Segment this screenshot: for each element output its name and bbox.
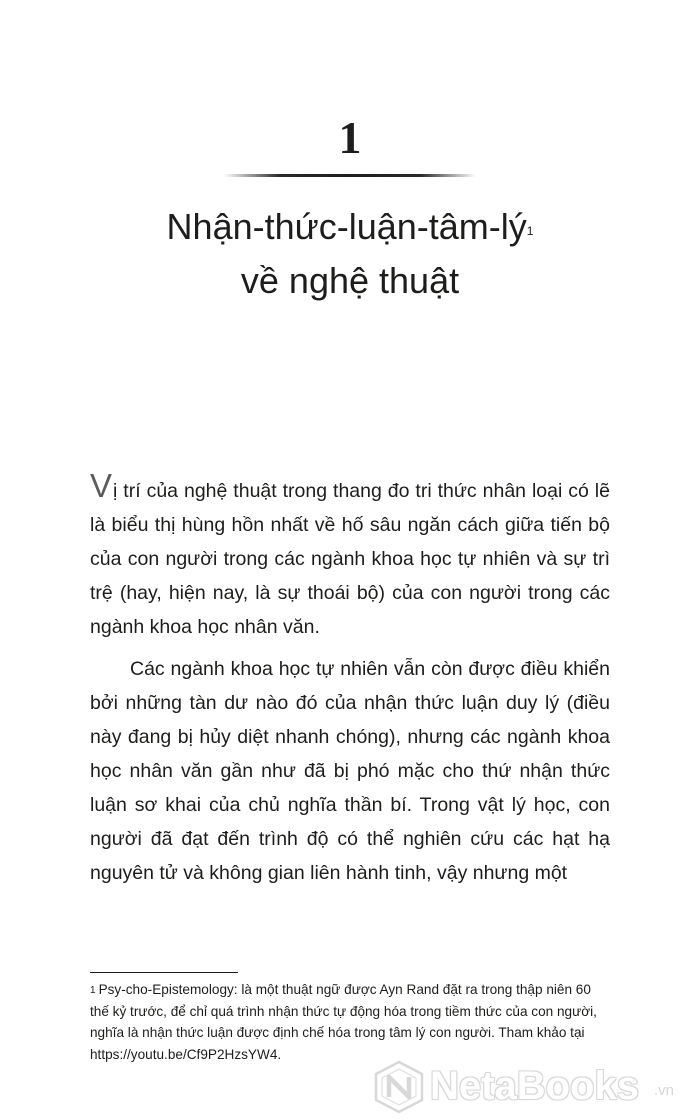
body-paragraph-2: Các ngành khoa học tự nhiên vẫn còn được điều khiển bởi những tàn dư nào đó của nhận thức luận duy lý (điều này đang bị hủy diệt nhanh chóng), nhưng các ngành khoa học nhân văn gần như đã bị phó mặc cho thứ nhận thức luận sơ khai của chủ nghĩa thần bí. Trong vật lý học, con người đã đạt đến trình độ có thể nghiên cứu các hạt hạ nguyên tử và không gian liên hành tinh, vậy nhưng một xyxy=(90,658,610,884)
watermark-suffix: .vn xyxy=(654,1082,675,1099)
paragraph-initial-letter: V xyxy=(90,467,113,504)
chapter-title-line-2: về nghệ thuật xyxy=(240,260,460,301)
netabooks-logo-icon xyxy=(372,1060,426,1114)
body-paragraph-1 xyxy=(90,467,610,644)
chapter-title-footnote-mark[interactable]: 1 xyxy=(526,224,534,238)
chapter-title xyxy=(0,200,700,308)
footnote-text: Psy-cho-Epistemology: là một thuật ngữ được Ayn Rand đặt ra trong thập niên 60 thế kỷ trước, để chỉ quá trình nhận thức tự động hóa trong tiềm thức của con người, nghĩa là nhận thức luận được định chế hóa trong tâm lý con người. Tham khảo tại https://youtu.be/Cf9P2HzsYW4. xyxy=(90,982,597,1062)
watermark xyxy=(362,1054,698,1120)
chapter-number: 1 xyxy=(338,112,362,163)
chapter-title-line-1 xyxy=(0,200,700,254)
chapter-divider xyxy=(224,174,476,177)
body-paragraph-1-text: ị trí của nghệ thuật trong thang đo tri thức nhân loại có lẽ là biểu thị hùng hồn nhất về hố sâu ngăn cách giữa tiến bộ của con người trong các ngành khoa học tự nhiên và sự trì trệ (hay, hiện nay, là sự thoái bộ) của con người trong các ngành khoa học nhân văn. xyxy=(90,480,610,638)
chapter-title-text-1: Nhận-thức-luận-tâm-lý xyxy=(166,206,527,247)
footnote xyxy=(90,979,610,1065)
footnote-mark: 1 xyxy=(90,985,96,996)
footnote-divider xyxy=(90,972,238,973)
body-text xyxy=(90,467,610,890)
watermark-brand: NetaBooks xyxy=(430,1064,639,1108)
